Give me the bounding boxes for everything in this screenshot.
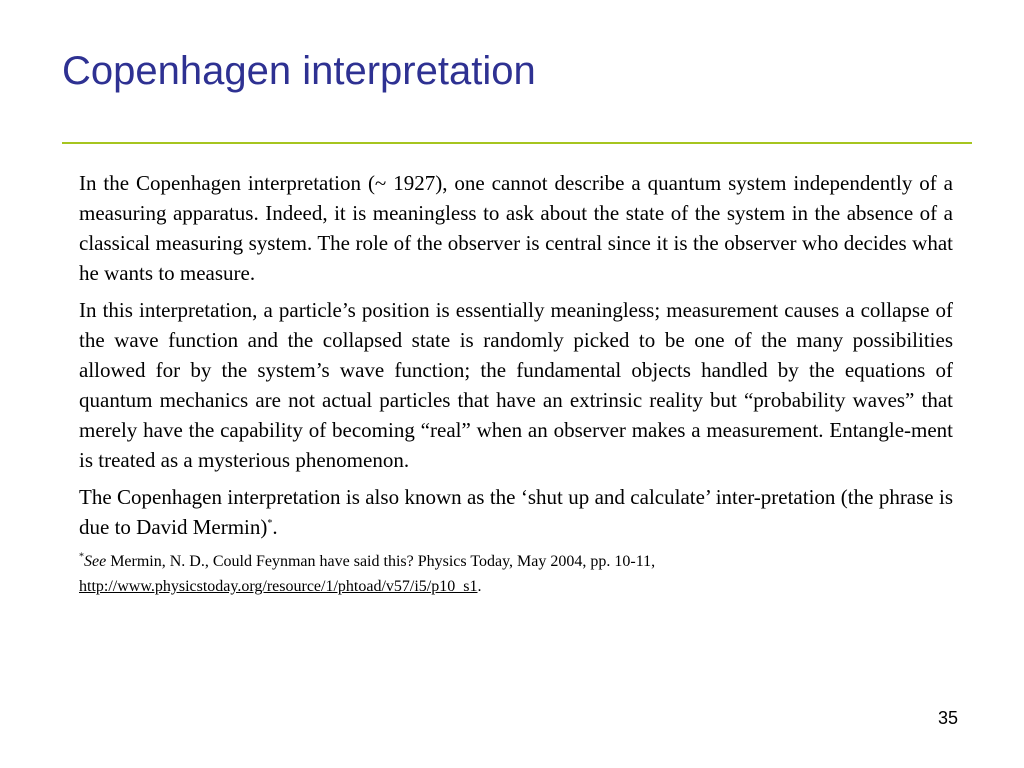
title-divider: [62, 142, 972, 144]
footnote-link[interactable]: http://www.physicstoday.org/resource/1/phtoad/v57/i5/p10_s1: [79, 578, 478, 595]
footnote-end: .: [477, 578, 482, 595]
paragraph-3-text: The Copenhagen interpretation is also known as the ‘shut up and calculate’ inter-pretation (the phrase is due to David Mermin): [79, 485, 953, 539]
paragraph-1: In the Copenhagen interpretation (~ 1927), one cannot describe a quantum system independently of a measuring apparatus. Indeed, it is meaningless to ask about the state of the system in the absence of a classical measuring system. The role of the observer is central since it is the observer who decides what he wants to measure.: [79, 171, 953, 285]
footnote-marker: *: [79, 551, 84, 563]
footnote-see: See: [84, 553, 107, 570]
slide-title: Copenhagen interpretation: [62, 49, 536, 93]
paragraph-3-end: .: [272, 515, 278, 539]
paragraph-3: [79, 482, 953, 542]
footnote-citation: Mermin, N. D., Could Feynman have said this? Physics Today, May 2004, pp. 10-11,: [106, 553, 656, 570]
page-number: 35: [938, 708, 959, 728]
footnote-reference-marker: *: [267, 518, 273, 529]
footnote: [79, 549, 953, 599]
paragraph-2: In this interpretation, a particle’s position is essentially meaningless; measurement causes a collapse of the wave function and the collapsed state is randomly picked to be one of the many possibilities allowed for by the system’s wave function; the fundamental objects handled by the equations of quantum mechanics are not actual particles that have an extrinsic reality but “probability waves” that merely have the capability of becoming “real” when an observer makes a measurement. Entangle-ment is treated as a mysterious phenomenon.: [79, 298, 953, 472]
slide-body: [79, 168, 953, 599]
